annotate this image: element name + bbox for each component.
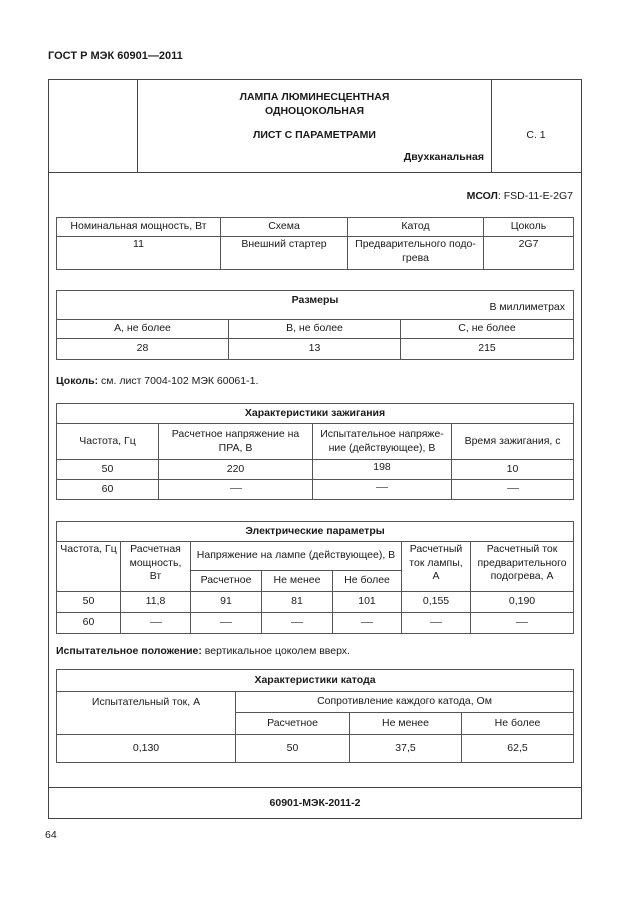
- dash-mark: [220, 622, 232, 623]
- header-cath-rated: Расчетное: [236, 713, 350, 735]
- el-row-60-max: [333, 613, 402, 634]
- page-number: 64: [45, 829, 57, 841]
- test-position-label: Испытательное положение:: [56, 645, 202, 657]
- header-base: Цоколь: [484, 218, 574, 237]
- el-row-50-max: 101: [333, 592, 402, 613]
- value-dim-c: 215: [401, 339, 574, 360]
- dimensions-unit: В миллиметрах: [489, 301, 566, 314]
- header-dim-a: A, не более: [57, 320, 229, 339]
- test-position-text: вертикальное цоколем вверх.: [201, 645, 350, 657]
- sheet-code: 60901-МЭК-2011-2: [269, 797, 361, 809]
- header-el-power: Расчетная мощность, Вт: [121, 542, 191, 592]
- header-cath-resistance: Сопротивление каждого катода, Ом: [236, 692, 574, 713]
- el-row-60-current: [402, 613, 471, 634]
- base-note-text: см. лист 7004-102 МЭК 60061-1.: [98, 375, 259, 387]
- el-row-60-rated: [191, 613, 262, 634]
- lamp-title-line2: ОДНОЦОКОЛЬНАЯ: [264, 104, 365, 117]
- ign-row-50-time: 10: [452, 460, 574, 480]
- dimensions-table: [56, 290, 574, 360]
- header-ign-freq: Частота, Гц: [57, 424, 159, 460]
- header-el-current: Расчетный ток лампы, А: [402, 542, 471, 592]
- header-ign-test: Испытательное напряже-ние (действующее), В: [313, 424, 452, 460]
- msol-value: : FSD-11-E-2G7: [497, 190, 573, 202]
- header-ign-time: Время зажигания, с: [452, 424, 574, 460]
- header-scheme: Схема: [221, 218, 348, 237]
- electrical-table: [56, 521, 574, 634]
- el-row-60-freq: 60: [57, 613, 121, 634]
- test-position-note: [56, 645, 350, 657]
- header-dim-b: B, не более: [229, 320, 401, 339]
- header-el-rated: Расчетное: [191, 571, 262, 592]
- el-row-50-power: 11,8: [121, 592, 191, 613]
- ign-row-60-freq: 60: [57, 480, 159, 500]
- base-note: [56, 375, 258, 387]
- dash-mark: [376, 487, 388, 488]
- lamp-title-line1: ЛАМПА ЛЮМИНЕСЦЕНТНАЯ: [239, 91, 390, 103]
- value-dim-b: 13: [229, 339, 401, 360]
- cathode-table: [56, 669, 574, 763]
- lamp-title: [138, 91, 491, 118]
- header-cath-max: Не более: [462, 713, 574, 735]
- el-row-60-min: [262, 613, 333, 634]
- value-dim-a: 28: [57, 339, 229, 360]
- main-parameters-table: [56, 217, 574, 270]
- standard-header: ГОСТ Р МЭК 60901—2011: [48, 50, 183, 62]
- dash-mark: [516, 622, 528, 623]
- cath-value-current: 0,130: [57, 735, 236, 763]
- el-row-50-rated: 91: [191, 592, 262, 613]
- dash-mark: [291, 622, 303, 623]
- dimensions-title-cell: [57, 291, 574, 320]
- dash-mark: [150, 622, 162, 623]
- header-ign-ballast: Расчетное напряжение на ПРА, В: [159, 424, 313, 460]
- value-scheme: Внешний стартер: [221, 237, 348, 270]
- ign-row-60-test: [313, 480, 452, 500]
- el-row-60-power: [121, 613, 191, 634]
- cathode-title: Характеристики катода: [57, 670, 574, 692]
- base-note-label: Цоколь:: [56, 375, 99, 387]
- header-el-max: Не более: [333, 571, 402, 592]
- header-power: Номинальная мощность, Вт: [57, 218, 221, 237]
- header-cathode: Катод: [348, 218, 484, 237]
- el-row-50-current: 0,155: [402, 592, 471, 613]
- header-el-freq: Частота, Гц: [57, 542, 121, 592]
- el-row-50-min: 81: [262, 592, 333, 613]
- el-row-60-preheat: [471, 613, 574, 634]
- dash-mark: [430, 622, 442, 623]
- sheet-number: С. 1: [526, 129, 546, 141]
- header-cath-min: Не менее: [350, 713, 462, 735]
- ign-row-50-freq: 50: [57, 460, 159, 480]
- ignition-table: [56, 403, 574, 500]
- el-row-50-freq: 50: [57, 592, 121, 613]
- header-dim-c: C, не более: [401, 320, 574, 339]
- cath-value-rated: 50: [236, 735, 350, 763]
- el-row-50-preheat: 0,190: [471, 592, 574, 613]
- header-el-min: Не менее: [262, 571, 333, 592]
- dash-mark: [361, 622, 373, 623]
- msol-label: МСОЛ: [466, 190, 498, 202]
- value-power: 11: [57, 237, 221, 270]
- dash-mark: [230, 488, 242, 489]
- electrical-title: Электрические параметры: [57, 522, 574, 542]
- header-cath-current: Испытательный ток, А: [57, 692, 236, 735]
- cath-value-min: 37,5: [350, 735, 462, 763]
- lamp-type: Двухканальная: [403, 151, 484, 163]
- header-el-preheat: Расчетный ток предварительного подогрева, А: [471, 542, 574, 592]
- title-divider-right: [491, 79, 492, 172]
- title-block: [48, 79, 582, 173]
- msol-designation: [467, 190, 573, 202]
- value-base: 2G7: [484, 237, 574, 270]
- ign-row-60-time: [452, 480, 574, 500]
- ign-row-50-ballast: 220: [159, 460, 313, 480]
- value-cathode: Предварительного подо- грева: [348, 237, 484, 270]
- cath-value-max: 62,5: [462, 735, 574, 763]
- dash-mark: [507, 488, 519, 489]
- ign-row-60-ballast: [159, 480, 313, 500]
- dimensions-title: Размеры: [291, 294, 339, 306]
- ignition-title: Характеристики зажигания: [57, 404, 574, 424]
- header-el-voltage: Напряжение на лампе (действующее), В: [191, 542, 402, 571]
- sheet-subtitle: ЛИСТ С ПАРАМЕТРАМИ: [253, 129, 376, 141]
- ign-row-50-test: 198: [313, 460, 452, 480]
- footer-divider: [48, 787, 582, 788]
